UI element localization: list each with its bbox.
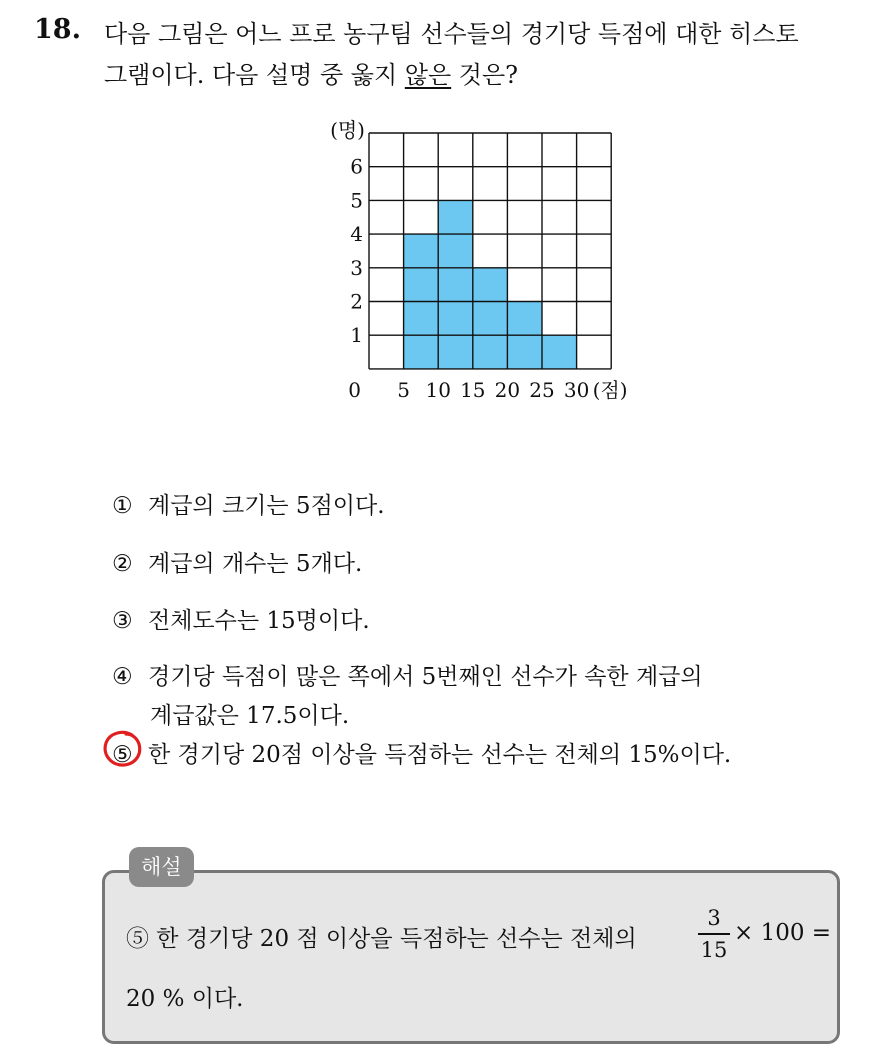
y-tick-label: 1 xyxy=(350,323,363,348)
x-tick-label: 5 xyxy=(397,377,410,402)
x-tick-label: 25 xyxy=(529,377,555,402)
question-text-line2 xyxy=(104,55,518,90)
question-number: 18. xyxy=(34,14,81,45)
explanation-line2: 20 % 이다. xyxy=(126,986,244,1012)
choice-marker: ③ xyxy=(112,608,133,634)
choice-text: 계급의 개수는 5개다. xyxy=(148,551,363,577)
y-tick-label: 5 xyxy=(350,188,363,213)
question-text-line1: 다음 그림은 어느 프로 농구팀 선수들의 경기당 득점에 대한 히스토 xyxy=(104,20,799,48)
y-tick-label: 4 xyxy=(350,222,363,247)
choice-1[interactable] xyxy=(112,487,385,520)
y-tick-label: 6 xyxy=(350,154,363,179)
choice-text: 전체도수는 15명이다. xyxy=(148,608,370,634)
x-tick-label-origin: 0 xyxy=(348,377,361,402)
choice-marker: ④ xyxy=(112,664,133,690)
histogram-chart xyxy=(300,112,650,407)
histogram-bar xyxy=(438,200,473,369)
choice-marker: ② xyxy=(112,551,133,577)
fraction-bar xyxy=(698,933,730,935)
choice-5[interactable] xyxy=(112,736,731,769)
fraction-numerator: 3 xyxy=(707,906,721,930)
y-tick-label: 3 xyxy=(350,255,363,280)
choice-marker: ⑤ xyxy=(112,742,133,768)
x-tick-label: 20 xyxy=(494,377,521,402)
choice-3[interactable] xyxy=(112,602,370,635)
question-text-part: 그램이다. 다음 설명 중 옳지 xyxy=(104,61,405,89)
underlined-word: 않은 xyxy=(404,61,452,89)
y-tick-label: 2 xyxy=(350,289,363,314)
explanation-line1-tail: × 100 = xyxy=(734,920,832,946)
choice-marker: ① xyxy=(112,493,133,519)
explanation-line1: ⑤ 한 경기당 20 점 이상을 득점하는 선수는 전체의 xyxy=(126,926,637,952)
y-axis-unit-label: (명) xyxy=(330,118,365,142)
explanation-tag: 해설 xyxy=(129,847,194,887)
choice-text: 경기당 득점이 많은 쪽에서 5번째인 선수가 속한 계급의 xyxy=(148,664,703,690)
choice-4-continuation: 계급값은 17.5이다. xyxy=(150,703,350,729)
answer-circle-mark xyxy=(102,729,144,769)
question-text-part: 것은? xyxy=(451,61,519,89)
x-tick-label: 15 xyxy=(460,377,486,402)
x-tick-label: 30 xyxy=(563,377,590,402)
x-tick-label: 10 xyxy=(425,377,451,402)
choice-text: 한 경기당 20점 이상을 득점하는 선수는 전체의 15%이다. xyxy=(148,742,732,768)
histogram-bar xyxy=(542,335,577,369)
choice-text: 계급의 크기는 5점이다. xyxy=(148,493,385,519)
fraction xyxy=(698,905,730,963)
choice-2[interactable] xyxy=(112,545,362,578)
choice-4[interactable] xyxy=(112,658,703,691)
histogram-bar xyxy=(473,268,508,369)
fraction-denominator: 15 xyxy=(700,938,728,962)
x-axis-unit-label: (점) xyxy=(592,377,628,402)
